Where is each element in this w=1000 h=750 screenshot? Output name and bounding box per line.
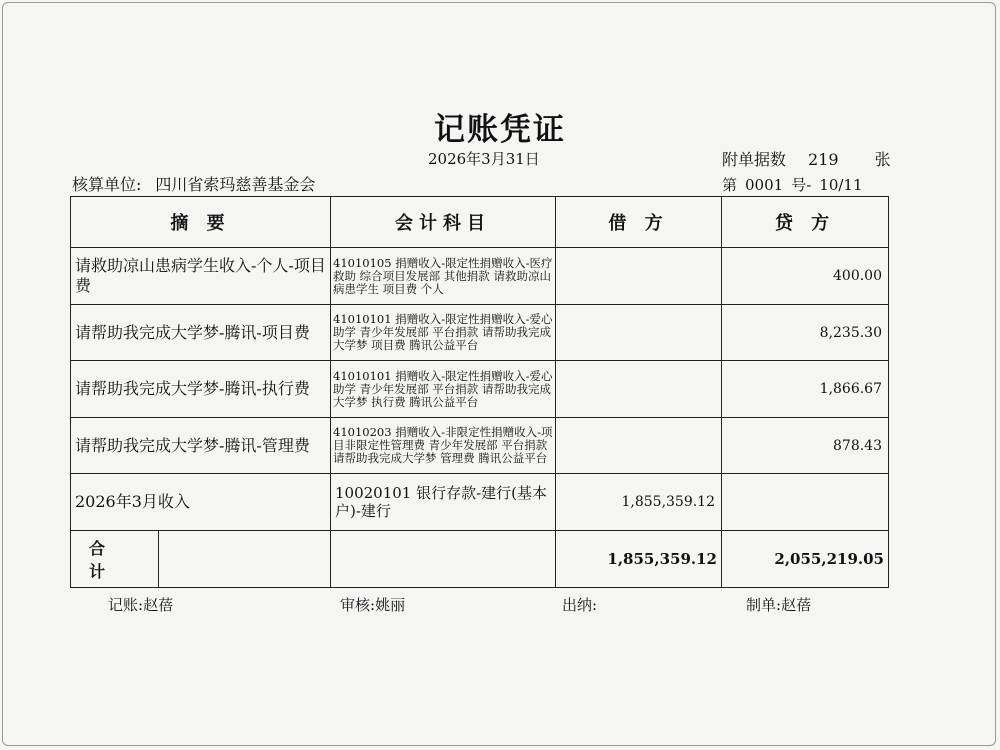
total-account-cell <box>331 531 556 588</box>
col-credit: 贷 方 <box>722 197 889 248</box>
total-debit: 1,855,359.12 <box>556 531 722 588</box>
col-account: 会计科目 <box>331 197 556 248</box>
reviewer-label: 审核: <box>340 596 376 614</box>
total-label: 合 计 <box>71 531 159 588</box>
table-row <box>71 361 889 418</box>
row-account: 41010105 捐赠收入-限定性捐赠收入-医疗救助 综合项目发展部 其他捐款 请救助凉山病患学生 项目费 个人 <box>331 248 556 305</box>
row-account: 10020101 银行存款-建行(基本户)-建行 <box>331 474 556 531</box>
preparer-name: 赵蓓 <box>781 596 812 614</box>
attachment-count <box>722 147 891 170</box>
row-summary: 请帮助我完成大学梦-腾讯-项目费 <box>71 305 331 361</box>
row-credit: 1,866.67 <box>722 361 889 418</box>
voucher-number <box>722 174 871 195</box>
row-debit: 1,855,359.12 <box>556 474 722 531</box>
voucher-no: 0001 <box>745 176 784 194</box>
row-debit <box>556 418 722 474</box>
accounting-unit <box>72 172 315 195</box>
attachment-unit: 张 <box>874 150 891 169</box>
table-row <box>71 248 889 305</box>
voucher-prefix: 第 <box>722 176 738 194</box>
col-summary: 摘 要 <box>71 197 331 248</box>
bookkeeper-signature <box>108 594 173 615</box>
row-account: 41010101 捐赠收入-限定性捐赠收入-爱心助学 青少年发展部 平台捐款 请帮助我完成大学梦 项目费 腾讯公益平台 <box>331 305 556 361</box>
row-credit: 400.00 <box>722 248 889 305</box>
col-debit: 借 方 <box>556 197 722 248</box>
preparer-label: 制单: <box>746 596 782 614</box>
accounting-unit-label: 核算单位: <box>72 175 142 194</box>
row-credit <box>722 474 889 531</box>
table-row <box>71 474 889 531</box>
cashier-signature <box>562 594 597 615</box>
bookkeeper-label: 记账: <box>108 596 144 614</box>
total-blank-cell <box>159 531 331 588</box>
voucher-date: 2026年3月31日 <box>428 150 540 168</box>
row-summary: 请救助凉山患病学生收入-个人-项目费 <box>71 248 331 305</box>
attachment-number: 219 <box>808 150 839 169</box>
row-debit <box>556 305 722 361</box>
row-credit: 8,235.30 <box>722 305 889 361</box>
row-summary: 请帮助我完成大学梦-腾讯-执行费 <box>71 361 331 418</box>
total-credit: 2,055,219.05 <box>722 531 889 588</box>
table-row <box>71 305 889 361</box>
row-summary: 请帮助我完成大学梦-腾讯-管理费 <box>71 418 331 474</box>
voucher-title: 记账凭证 <box>434 112 566 148</box>
reviewer-name: 姚丽 <box>375 596 406 614</box>
row-account: 41010101 捐赠收入-限定性捐赠收入-爱心助学 青少年发展部 平台捐款 请帮助我完成大学梦 执行费 腾讯公益平台 <box>331 361 556 418</box>
reviewer-signature <box>340 594 405 615</box>
voucher-suffix: 号- <box>791 176 812 194</box>
total-row <box>71 531 889 588</box>
preparer-signature <box>746 594 811 615</box>
row-summary: 2026年3月收入 <box>71 474 331 531</box>
table-row <box>71 418 889 474</box>
voucher-page: 10/11 <box>819 176 863 194</box>
cashier-label: 出纳: <box>562 596 598 614</box>
ledger-table <box>70 196 889 588</box>
row-credit: 878.43 <box>722 418 889 474</box>
row-account: 41010203 捐赠收入-非限定性捐赠收入-项目非限定性管理费 青少年发展部 平台捐款 请帮助我完成大学梦 管理费 腾讯公益平台 <box>331 418 556 474</box>
accounting-unit-value: 四川省索玛慈善基金会 <box>155 175 316 194</box>
row-debit <box>556 248 722 305</box>
bookkeeper-name: 赵蓓 <box>143 596 174 614</box>
row-debit <box>556 361 722 418</box>
attachment-label: 附单据数 <box>722 150 787 169</box>
table-header-row <box>71 197 889 248</box>
